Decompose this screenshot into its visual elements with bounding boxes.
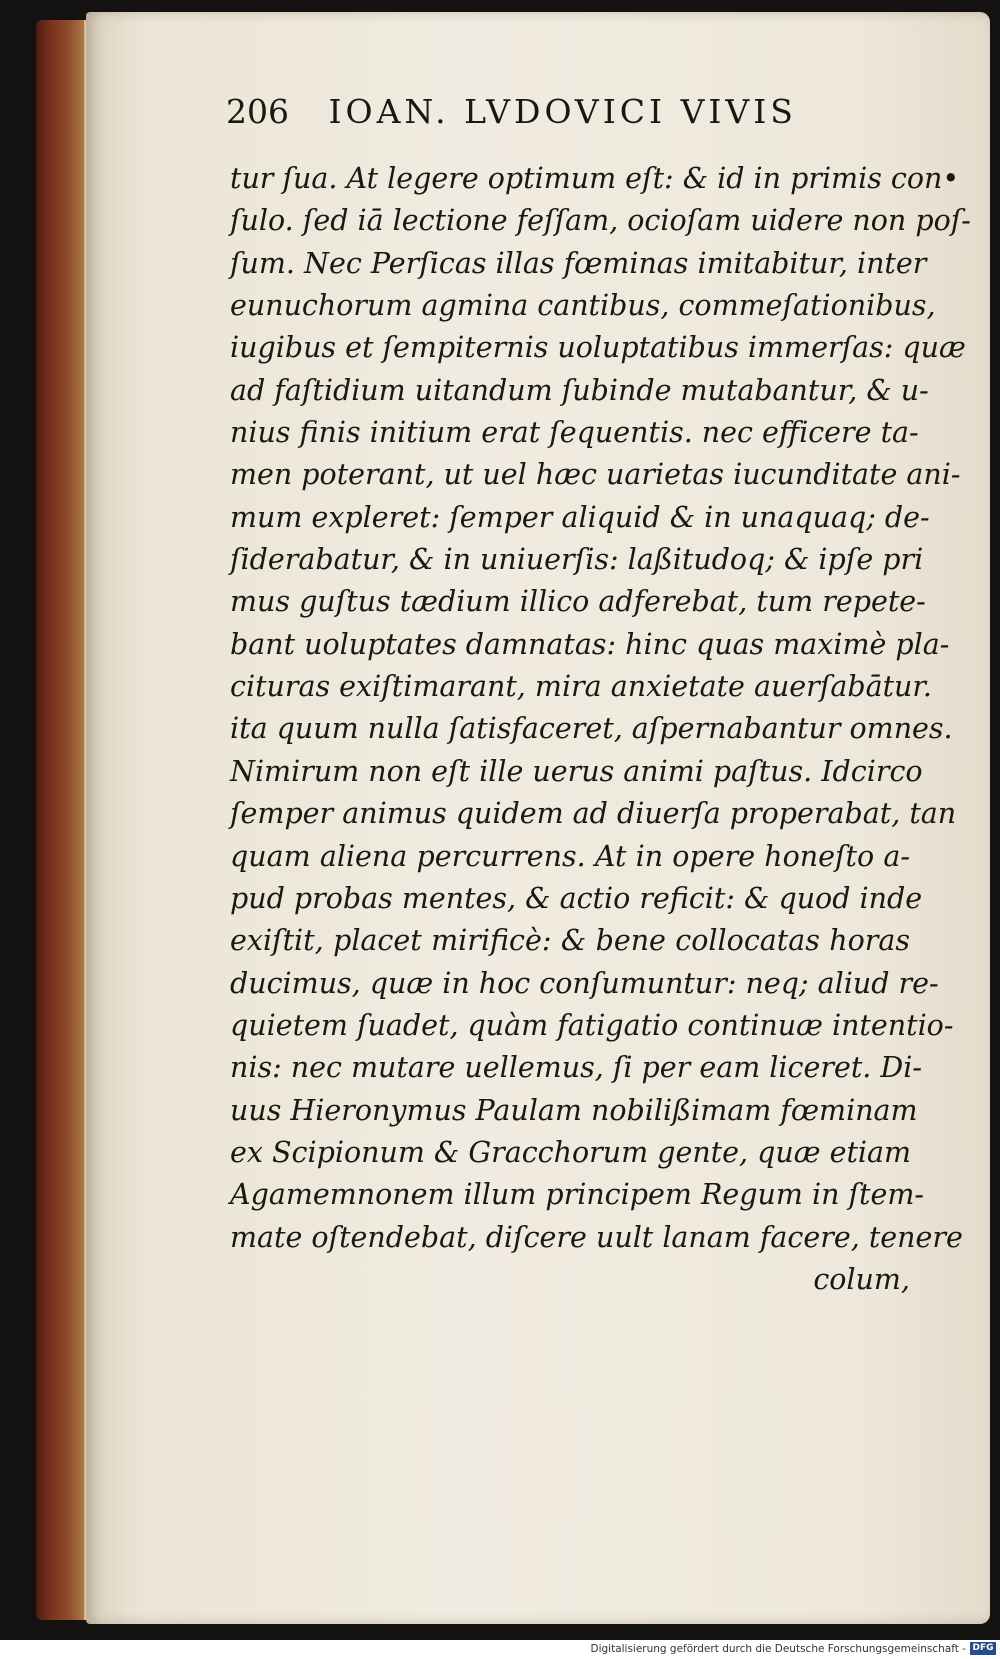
text-line: eunuchorum agmina cantibus, commeſationibus,	[230, 289, 936, 323]
text-line: ſum. Nec Perſicas illas fœminas imitabitur, inter	[230, 246, 927, 280]
text-line: quam aliena percurrens. At in opere honeſto a‑	[230, 839, 910, 873]
text-line: pud probas mentes, & actio reficit: & quod inde	[230, 881, 923, 915]
text-line: nis: nec mutare uellemus, ſi per eam liceret. Di‑	[230, 1051, 922, 1085]
body-text	[230, 158, 971, 1301]
text-line: Nimirum non eſt ille uerus animi paſtus. Idcirco	[230, 754, 923, 788]
page-header	[226, 92, 916, 140]
text-line: ex Scipionum & Gracchorum gente, quæ etiam	[230, 1135, 912, 1169]
text-line: Agamemnonem illum principem Regum in ſtem‑	[230, 1178, 925, 1212]
text-line: nius finis initium erat ſequentis. nec efficere ta‑	[230, 416, 919, 450]
text-line: ducimus, quæ in hoc conſumuntur: neq; aliud re‑	[230, 966, 939, 1000]
running-head: IOAN. LVDOVICI VIVIS	[328, 92, 797, 131]
text-line: men poterant, ut uel hæc uarietas iucunditate ani‑	[230, 458, 961, 492]
text-line: mum expleret: ſemper aliquid & in unaquaq; de‑	[230, 500, 930, 534]
text-line: mus guſtus tædium illico adferebat, tum repete‑	[230, 585, 926, 619]
text-line: cituras exiſtimarant, mira anxietate auerſabātur.	[230, 670, 932, 704]
text-line: mate oſtendebat, diſcere uult lanam facere, tenere	[230, 1220, 963, 1254]
funding-note: Digitalisierung gefördert durch die Deutsche Forschungsgemeinschaft -	[590, 1643, 966, 1655]
text-line: ita quum nulla ſatisfaceret, aſpernabantur omnes.	[230, 712, 953, 746]
text-line: exiſtit, placet mirificè: & bene collocatas horas	[230, 924, 910, 958]
catchword: colum,	[813, 1262, 910, 1296]
text-line: ſulo. ſed iā lectione feſſam, ocioſam uidere non poſ‑	[230, 204, 971, 238]
text-line: tur ſua. At legere optimum eſt: & id in primis con•	[230, 162, 960, 195]
page-number: 206	[226, 92, 289, 131]
text-line: ſemper animus quidem ad diuerſa properabat, tan	[230, 797, 957, 831]
dfg-logo: DFG	[970, 1642, 996, 1655]
text-line: ad faſtidium uitandum ſubinde mutabantur, & u‑	[230, 373, 929, 407]
text-line: bant uoluptates damnatas: hinc quas maximè pla‑	[230, 627, 950, 661]
text-line: uus Hieronymus Paulam nobilißimam fœminam	[230, 1093, 918, 1127]
text-line: quietem ſuadet, quàm fatigatio continuæ intentio‑	[230, 1008, 954, 1042]
text-line: iugibus et ſempiternis uoluptatibus immerſas: quæ	[230, 331, 966, 365]
text-line: ſiderabatur, & in uniuerſis: laßitudoq; & ipſe pri	[230, 543, 924, 577]
